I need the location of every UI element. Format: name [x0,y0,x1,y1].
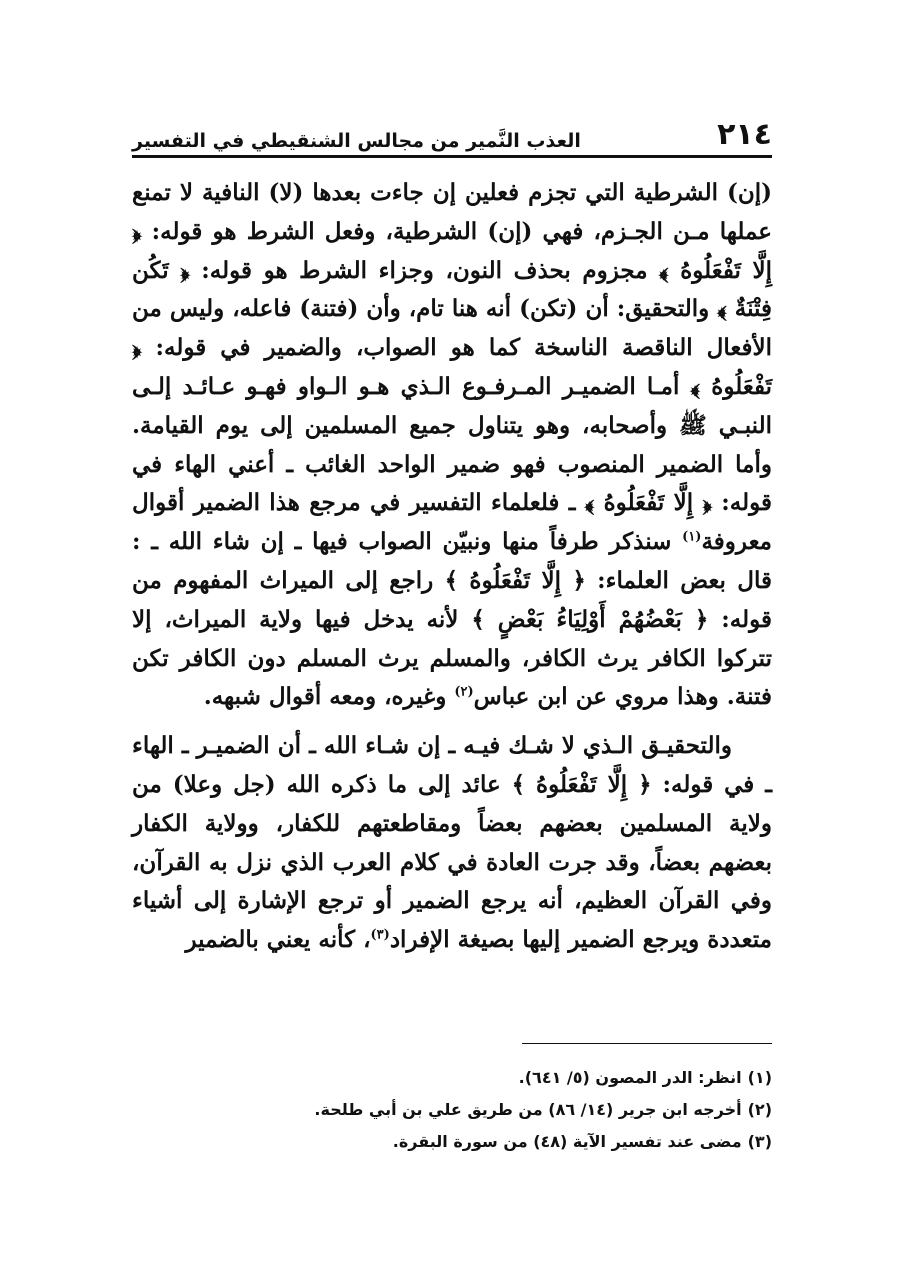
quran-quote: ﴿ إِلَّا تَفْعَلُوهُ ﴾ [511,770,652,798]
footnote-text: أخرجه ابن جرير (١٤/ ٨٦) من طريق علي بن أبي طلحة. [314,1100,742,1119]
page-number: ٢١٤ [717,117,772,152]
text-segment: مجزوم بحذف النون، وجزاء الشرط هو قوله: [189,256,660,284]
running-title: العذب النَّمير من مجالس الشنقيطي في التفسير [132,130,581,152]
page-header [132,112,772,152]
footnote-divider [522,1043,772,1044]
footnote-ref-3[interactable]: (٣) [370,927,390,943]
quran-quote: ﴿ بَعْضُهُمْ أَوْلِيَاءُ بَعْضٍ ﴾ [471,605,709,633]
quran-quote: ﴿ إِلَّا تَفْعَلُوهُ ﴾ [132,217,773,284]
footnote-1 [132,1062,772,1094]
footnote-2 [132,1094,772,1126]
quran-quote: ﴿ إِلَّا تَفْعَلُوهُ ﴾ [584,489,712,517]
footnote-ref-2[interactable]: (٢) [454,684,474,700]
text-segment: ، كأنه يعني بالضمير [185,926,371,954]
text-segment: أمـا الضميـر المـرفـوع الـذي هـو الـواو فهـو عـائـد إلـى النبـي ﷺ وأصحابه، وهو يتناول جميع المسلمين إلى يوم القيامة. وأما الضمير المنصوب فهو ضمير الواحد الغائب ـ أعني الهاء في قوله: [132,372,772,517]
paragraph-1 [132,174,772,717]
main-text [132,174,772,960]
text-segment: والتحقيق: أن (تكن) أنه هنا تام، وأن (فتنة) فاعله، وليس من الأفعال الناقصة الناسخة كما هو الصواب، والضمير في قوله: [132,295,772,362]
footnote-number: (١) [747,1068,772,1087]
text-segment: راجع إلى الميراث المفهوم من قوله: [132,566,772,633]
text-segment: (إن) الشرطية التي تجزم فعلين إن جاءت بعدها (لا) النافية لا تمنع عملها مـن الجـزم، فهي (إن) الشرطية، وفعل الشرط هو قوله: [132,179,772,245]
footnote-text: مضى عند تفسير الآية (٤٨) من سورة البقرة. [392,1132,742,1151]
text-segment: ـ فلعلماء التفسير في مرجع هذا الضمير أقوال معروفة [132,489,772,556]
footnotes [132,1062,772,1158]
footnote-3 [132,1126,772,1158]
footnote-text: انظر: الدر المصون (٥/ ٦٤١). [518,1068,742,1087]
footnote-ref-1[interactable]: (١) [682,529,702,545]
text-segment: والتحقيـق الـذي لا شـك فيـه ـ إن شـاء الله ـ أن الضميـر ـ الهاء ـ في قوله: [132,732,772,798]
quran-quote: ﴿ إِلَّا تَفْعَلُوهُ ﴾ [444,566,586,594]
text-segment: لأنه يدخل فيها ولاية الميراث، إلا تتركوا الكافر يرث الكافر، والمسلم يرث المسلم دون الكافر تكن فتنة. وهذا مروي عن ابن عباس [132,605,772,711]
text-segment: سنذكر طرفاً منها ونبيّن الصواب فيها ـ إن شاء الله ـ : قال بعض العلماء: [132,528,772,594]
footnote-number: (٢) [747,1100,772,1119]
text-segment: وغيره، ومعه أقوال شبهه. [203,683,455,711]
paragraph-2 [132,727,772,960]
quran-quote: ﴿ تَفْعَلُوهُ ﴾ [132,334,772,400]
quran-quote: ﴿ تَكُن فِتْنَةٌ ﴾ [132,256,772,323]
header-divider [132,155,772,158]
footnote-number: (٣) [747,1132,772,1151]
text-segment: عائد إلى ما ذكره الله (جل وعلا) من ولاية المسلمين بعضهم بعضاً ومقاطعتهم للكفار، وولاية الكفار بعضهم بعضاً، وقد جرت العادة في كلام العرب الذي نزل به القرآن، وفي القرآن العظيم، أنه يرجع الضمير أو ترجع الإشارة إلى أشياء متعددة ويرجع الضمير إليها بصيغة الإفراد [132,770,772,954]
